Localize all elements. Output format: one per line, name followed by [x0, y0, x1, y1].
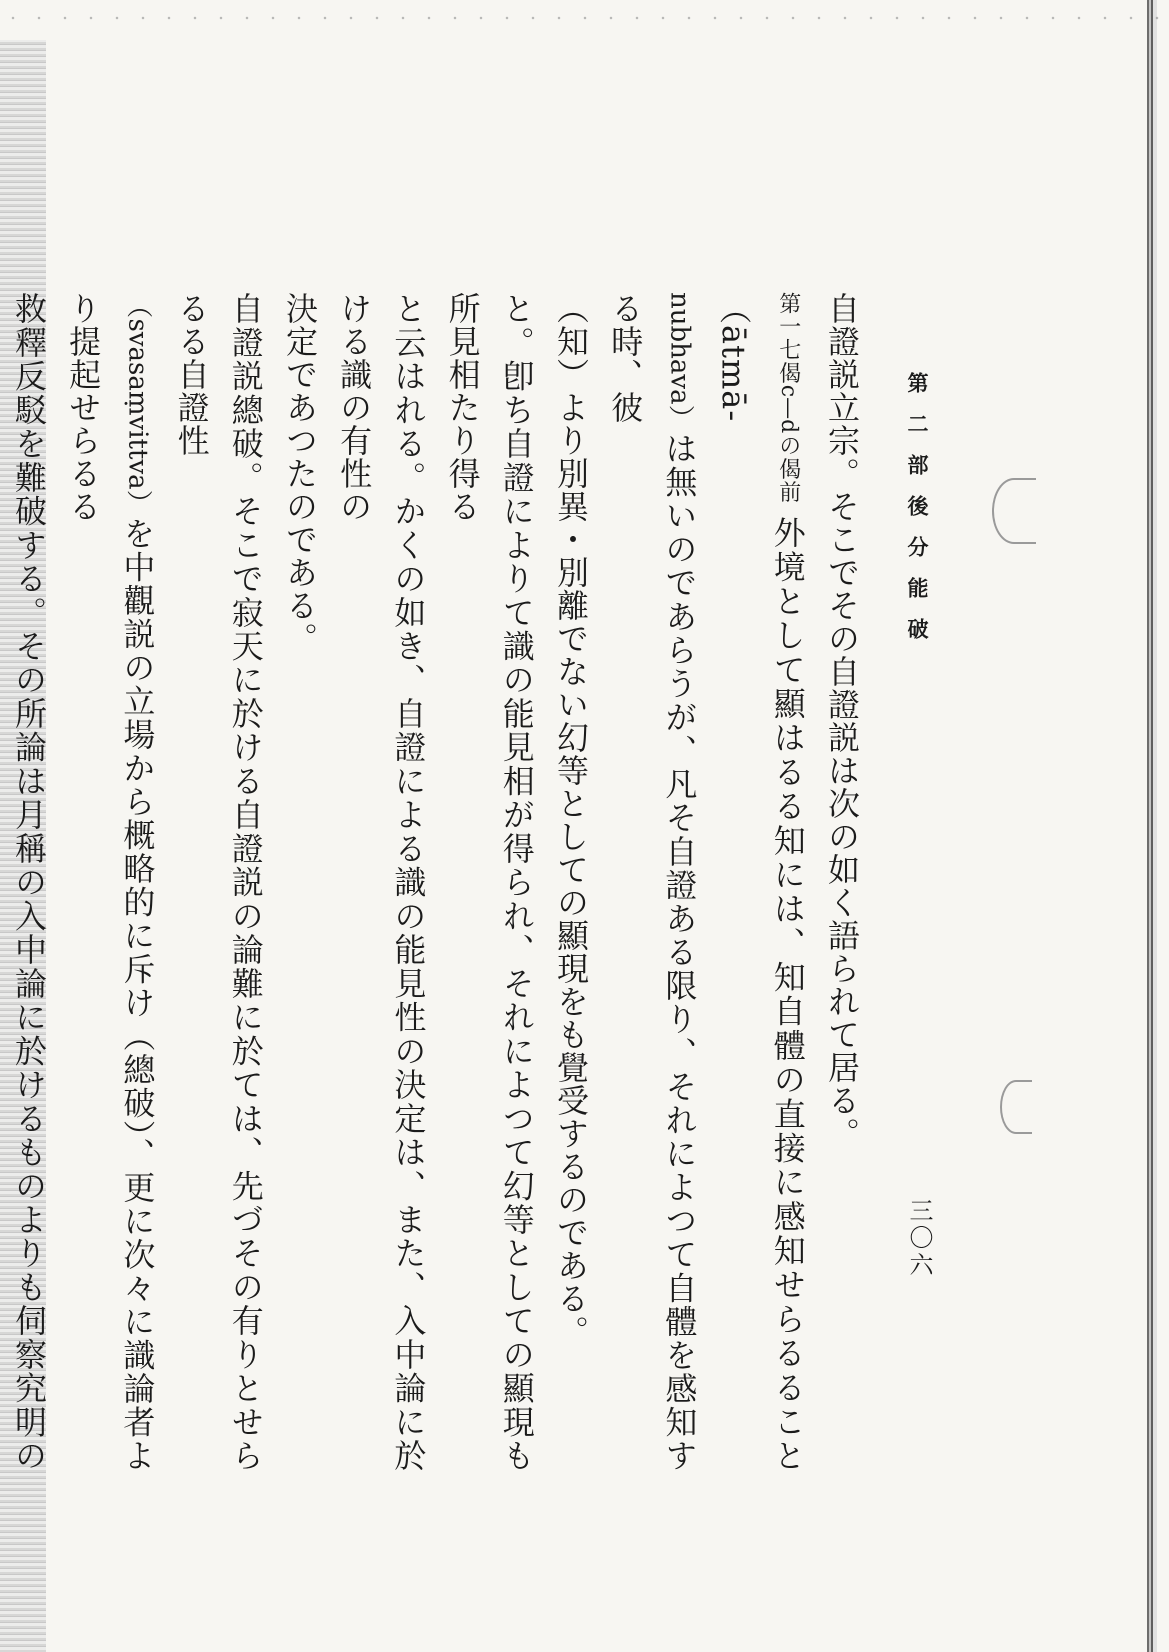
column-text: を中觀説の立場から概略的に斥け（總破）、更に次々に識論者より提起せらるる	[64, 292, 157, 1473]
text-column	[435, 292, 543, 1472]
text-column	[164, 292, 272, 1472]
binding-hole	[1000, 1080, 1032, 1134]
text-column	[273, 292, 327, 1472]
sanskrit-term: （svasaṃvittva）	[122, 292, 153, 517]
text-column	[598, 292, 706, 1472]
column-text: と。卽ち自證によりて識の能見相が得られ、それによつて幻等としての顯現も所見相たり得る	[443, 292, 536, 1472]
scan-noise	[0, 8, 1169, 28]
running-head: 第二部後分能破	[905, 372, 930, 659]
text-column	[56, 292, 164, 1472]
column-text: 救釋反駁を難破する。その所論は月稱の入中論に於けるものよりも伺察究明の	[9, 292, 48, 1472]
column-text: と云はれる。かくの如き、自證による識の能見性の決定は、また、入中論に於ける識の有性の	[335, 292, 428, 1472]
text-column	[0, 292, 56, 1472]
text-column	[706, 292, 814, 1472]
column-text: 決定であつたのである。	[280, 292, 319, 655]
binding-hole	[992, 478, 1036, 544]
column-text: 外境として顯はるる知には、知自體の直接に感知せらるること（ātmā-	[714, 292, 807, 1473]
sanskrit-term: nubhava）	[664, 292, 695, 432]
text-column	[544, 292, 598, 1472]
scan-right-edge	[1147, 0, 1157, 1652]
page-number: 三〇六	[905, 1198, 933, 1279]
body-text	[0, 292, 869, 1472]
column-text: は無いのであらうが、凡そ自證ある限り、それによつて自體を感知する時、彼	[606, 292, 699, 1473]
column-text: 自證説總破。そこで寂天に於ける自證説の論難に於ては、先づその有りとせらるる自證性	[172, 292, 265, 1472]
column-text: （知）より別異・別離でない幻等としての顯現をも覺受するのである。	[551, 292, 590, 1348]
column-text: 自證説立宗。そこでその自證説は次の如く語られて居る。	[823, 292, 861, 1150]
verse-reference: 第一七偈c—dの偈前	[775, 292, 801, 504]
text-column	[327, 292, 435, 1472]
text-column	[815, 292, 869, 1472]
